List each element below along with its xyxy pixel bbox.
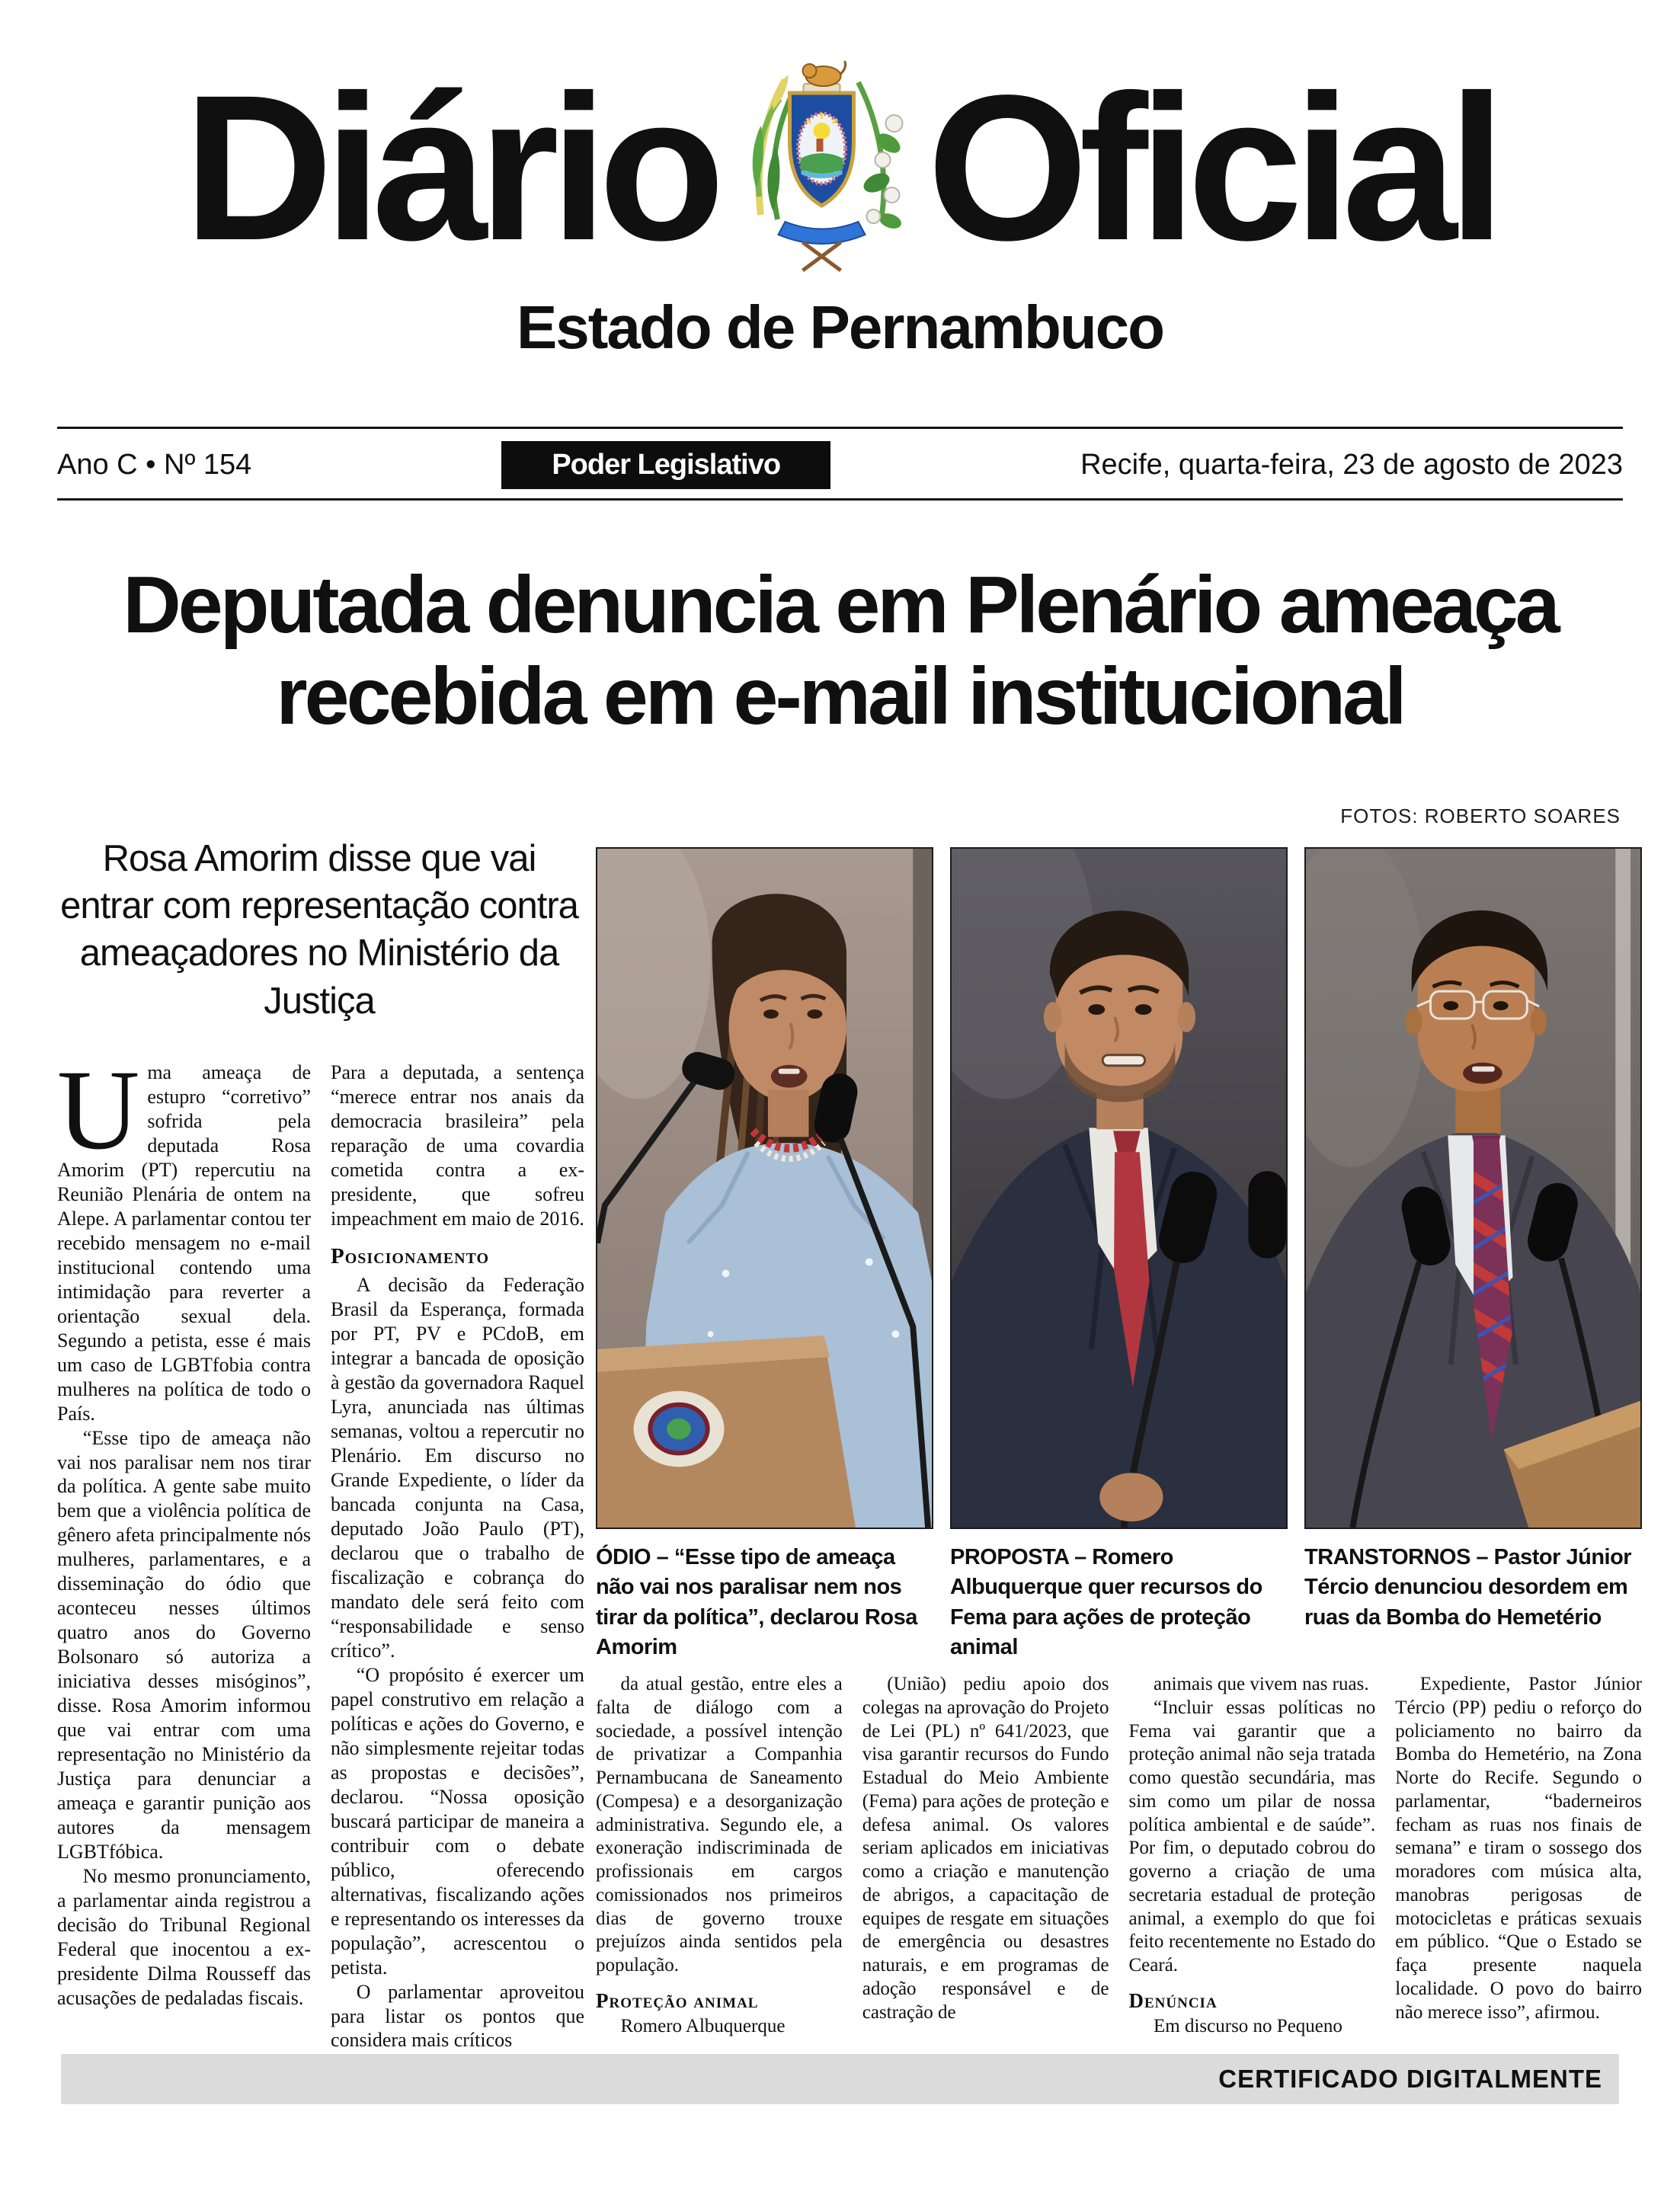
- section-subhead-posicionamento: Posicionamento: [331, 1243, 490, 1268]
- photo-caption-transtornos: TRANSTORNOS – Pastor Júnior Tércio denunciou desordem em ruas da Bomba do Hemetério: [1304, 1545, 1632, 1630]
- article-continuation: [596, 1673, 1642, 2048]
- photo-strip: [596, 847, 1642, 1663]
- dropcap: U: [57, 1061, 140, 1173]
- romero-albuquerque-photo: [950, 847, 1288, 1529]
- paragraph: O parlamentar aproveitou para listar os pontos que considera mais críticos: [331, 1980, 584, 2051]
- dateline: [57, 433, 1623, 497]
- masthead-title-right: Oficial: [926, 51, 1497, 283]
- paragraph: Uma ameaça de estupro “corretivo” sofrida pela deputada Rosa Amorim (PT) repercutiu na Reunião Plenária de ontem na Alepe. A parlamentar contou ter recebido mensagem no e-mail institucional contendo uma intimidação para reverter a orientação sexual dela. Segundo a petista, esse é mais um caso de LGBTfobia contra mulheres na política de todo o País.: [57, 1061, 311, 1425]
- rosa-amorim-photo: [596, 847, 933, 1529]
- divider-bottom: [57, 498, 1623, 501]
- certified-label: CERTIFICADO DIGITALMENTE: [1218, 2065, 1602, 2093]
- photo-caption-odio: ÓDIO – “Esse tipo de ameaça não vai nos paralisar nem nos tirar da política”, declarou Rosa Amorim: [596, 1545, 917, 1660]
- photo-credit: FOTOS: ROBERTO SOARES: [1340, 805, 1621, 827]
- bottom-column-4: [1395, 1673, 1642, 2048]
- masthead-title-row: [57, 46, 1623, 290]
- bottom-column-2: [862, 1673, 1109, 2048]
- certified-bar: [61, 2054, 1619, 2104]
- bottom-column-3: [1129, 1673, 1376, 2048]
- deck-subheadline: Rosa Amorim disse que vai entrar com representação contra ameaçadores no Ministério da Justiça: [60, 838, 578, 1022]
- paragraph: Para a deputada, a sentença “merece entrar nos anais da democracia brasileira” pela reparação de uma covardia cometida contra a ex-presidente, que sofreu impeachment em maio de 2016.: [331, 1061, 584, 1230]
- main-headline: Deputada denuncia em Plenário ameaça recebida em e-mail institucional: [123, 560, 1557, 741]
- paragraph: Expediente, Pastor Júnior Tércio (PP) pediu o reforço do policiamento no bairro da Bomba do Hemetério, na Zona Norte do Recife. Segundo o parlamentar, “baderneiros fecham as ruas nos finais de semana” e tiram o sossego dos moradores com música alta, manobras perigosas de motocicletas e práticas sexuais em público. “Que o Estado se faça presente naquela localidade. O povo do bairro não merece isso”, afirmou.: [1395, 1674, 1642, 2023]
- paragraph: animais que vivem nas ruas.: [1154, 1674, 1369, 1694]
- pastor-junior-tercio-photo: [1304, 847, 1642, 1529]
- article-body: [57, 1061, 584, 2051]
- paragraph: da atual gestão, entre eles a falta de diálogo com a sociedade, a possível intenção de privatizar a Companhia Pernambucana de Saneamento (Compesa) e a desorganização administrativa. Segundo ele, a exoneração indiscriminada de profissionais em cargos comissionados nos primeiros dias de governo trouxe prejuízos ainda sentidos pela população.: [596, 1674, 843, 1975]
- paragraph: “O propósito é exercer um papel construtivo em relação a políticas e ações do Governo, e não simplesmente rejeitar todas as propostas e decisões”, declarou. “Nossa oposição buscará participar de maneira a contribuir com o debate público, oferecendo alternativas, fiscalizando ações e representando os interesses da população”, acrescentou o petista.: [331, 1663, 584, 1979]
- photo-figure-rosa-amorim: [596, 847, 933, 1663]
- paragraph: A decisão da Federação Brasil da Esperança, formada por PT, PV e PCdoB, em integrar a bancada de oposição à gestão da governadora Raquel Lyra, anunciada nas últimas semanas, voltou a repercutir no Plenário. Em discurso no Grande Expediente, o líder da bancada conjunta na Casa, deputado João Paulo (PT), declarou que o trabalho de fiscalização e cobrança do mandato dele será feito com “responsabilidade e senso crítico”.: [331, 1274, 584, 1662]
- photo-caption-proposta: PROPOSTA – Romero Albuquerque quer recursos do Fema para ações de proteção animal: [950, 1545, 1262, 1660]
- section-subhead-denuncia: Denúncia: [1128, 1988, 1218, 2012]
- section-subhead-protecao-animal: Proteção animal: [596, 1988, 759, 2012]
- masthead: [57, 46, 1623, 363]
- bottom-column-1: [596, 1673, 843, 2048]
- dateline-date: Recife, quarta-feira, 23 de agosto de 2023: [1080, 448, 1623, 481]
- masthead-title-left: Diário: [183, 51, 716, 283]
- paragraph: “Esse tipo de ameaça não vai nos paralisar nem nos tirar da política. A gente sabe muito bem que a violência política de gênero afeta principalmente nós mulheres, parlamentares, e a disseminação do ódio que aconteceu nesses últimos quatro anos do Governo Bolsonaro só autoriza a iniciativa desses misóginos”, disse. Rosa Amorim informou que vai entrar com uma representação no Ministério da Justiça para denunciar a ameaça e garantir punição aos autores da mensagem LGBTfóbica.: [57, 1426, 311, 1863]
- photo-figure-pastor-junior-tercio: [1304, 847, 1642, 1663]
- divider-top: [57, 427, 1623, 429]
- paragraph: Romero Albuquerque: [620, 2015, 786, 2036]
- article-column-1: [57, 1061, 311, 2051]
- photo-figure-romero-albuquerque: [950, 847, 1288, 1663]
- paragraph: (União) pediu apoio dos colegas na aprovação do Projeto de Lei (PL) nº 641/2023, que visa garantir recursos do Fundo Estadual do Meio Ambiente (Fema) para ações de proteção e defesa animal. Os valores seriam aplicados em iniciativas como a criação e manutenção de abrigos, a capacitação de equipes de resgate em situações de emergência ou desastres naturais, e em programas de adoção responsável e de castração de: [862, 1674, 1109, 2023]
- paragraph: Em discurso no Pequeno: [1154, 2015, 1342, 2036]
- edition-number: Ano C • Nº 154: [57, 448, 252, 481]
- paragraph: “Incluir essas políticas no Fema vai garantir que a proteção animal não seja tratada como questão secundária, mas sim como um pilar de nossa política ambiental e de saúde”. Por fim, o deputado cobrou do governo a criação de uma secretaria estadual de proteção animal, a exemplo do que foi feito recentemente no Estado do Ceará.: [1128, 1697, 1376, 1975]
- paragraph: No mesmo pronunciamento, a parlamentar ainda registrou a decisão do Tribunal Regional Federal que inocentou a ex-presidente Dilma Rousseff das acusações de pedaladas fiscais.: [57, 1864, 311, 2009]
- article-column-2: [331, 1061, 584, 2051]
- section-badge: Poder Legislativo: [501, 441, 830, 489]
- masthead-subtitle: Estado de Pernambuco: [516, 293, 1164, 361]
- pernambuco-coat-of-arms-icon: [736, 53, 907, 282]
